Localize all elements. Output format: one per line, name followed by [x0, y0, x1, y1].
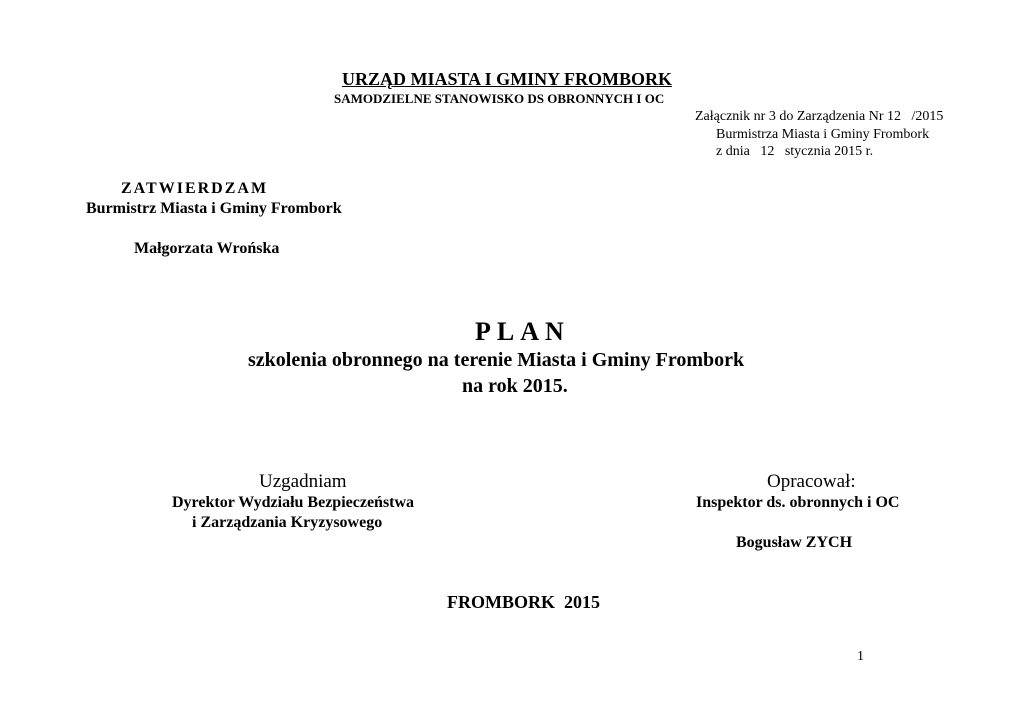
- prepared-name: Bogusław ZYCH: [736, 534, 853, 551]
- approval-word-text: ZATWIERDZAM: [121, 180, 269, 197]
- approval-word: [121, 181, 268, 197]
- approver-name: Małgorzata Wrońska: [134, 240, 280, 257]
- plan-subtitle-1: szkolenia obronnego na terenie Miasta i Gminy Frombork: [248, 349, 745, 371]
- prepared-position: Inspektor ds. obronnych i OC: [696, 494, 900, 511]
- page-number: 1: [857, 649, 864, 664]
- agreement-line-1: Dyrektor Wydziału Bezpieczeństwa: [172, 494, 415, 511]
- plan-subtitle-2: na rok 2015.: [462, 375, 568, 397]
- plan-heading: PLAN: [475, 317, 570, 346]
- agreement-heading: Uzgadniam: [259, 471, 347, 492]
- annex-line-2: Burmistrza Miasta i Gminy Frombork: [716, 127, 930, 142]
- office-title: URZĄD MIASTA I GMINY FROMBORK: [342, 69, 673, 89]
- annex-line-1: Załącznik nr 3 do Zarządzenia Nr 12 /2015: [695, 109, 944, 124]
- annex-line-3: z dnia 12 stycznia 2015 r.: [716, 144, 874, 159]
- prepared-heading: Opracował:: [767, 471, 856, 492]
- approval-title: Burmistrz Miasta i Gminy Frombork: [86, 200, 342, 217]
- office-unit: SAMODZIELNE STANOWISKO DS OBRONNYCH I OC: [334, 91, 665, 106]
- footer-place-year: FROMBORK 2015: [447, 592, 600, 612]
- agreement-line-2: i Zarządzania Kryzysowego: [192, 514, 383, 531]
